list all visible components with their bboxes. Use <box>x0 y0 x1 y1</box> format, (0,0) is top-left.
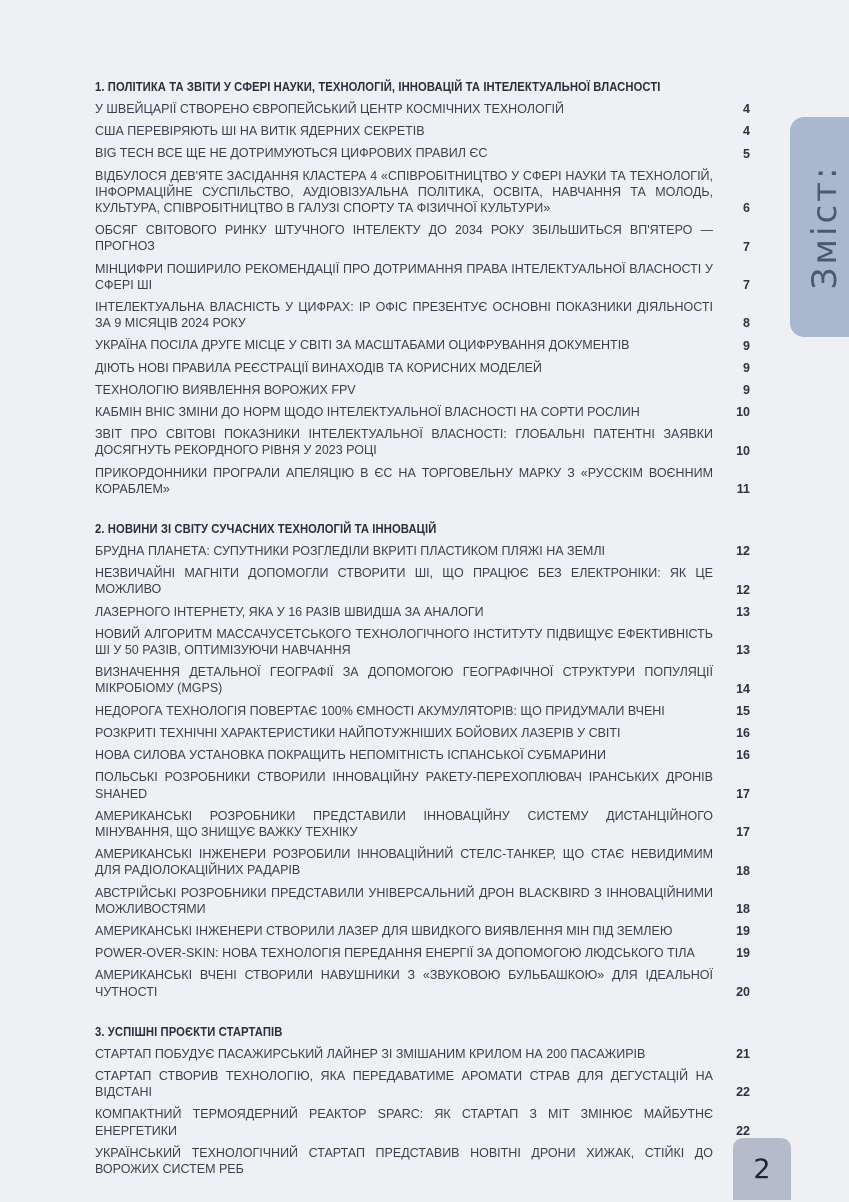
toc-entry-page: 4 <box>743 102 750 117</box>
toc-entry-page: 10 <box>736 443 750 458</box>
toc-entry[interactable] <box>95 220 750 258</box>
toc-entry[interactable] <box>95 943 750 965</box>
toc-entry[interactable] <box>95 541 750 563</box>
toc-entry-page: 12 <box>736 582 750 597</box>
toc-entry-title: АМЕРИКАНСЬКІ ІНЖЕНЕРИ РОЗРОБИЛИ ІННОВАЦІЙНИЙ СТЕЛС-ТАНКЕР, ЩО СТАЄ НЕВИДИМИМ ДЛЯ РАДІОЛОКАЦІЙНИХ РАДАРІВ <box>95 847 713 878</box>
page-number-badge <box>733 1138 791 1200</box>
toc-entry[interactable] <box>95 143 750 165</box>
section-title: 3. УСПІШНІ ПРОЄКТИ СТАРТАПІВ <box>95 1024 283 1039</box>
toc-entry[interactable] <box>95 563 750 601</box>
toc-entry-title: КОМПАКТНИЙ ТЕРМОЯДЕРНИЙ РЕАКТОР SPARC: ЯК СТАРТАП З MIT ЗМІНЮЄ МАЙБУТНЄ ЕНЕРГЕТИКИ <box>95 1107 713 1138</box>
toc-entry-title: СТАРТАП ПОБУДУЄ ПАСАЖИРСЬКИЙ ЛАЙНЕР ЗІ ЗМІШАНИМ КРИЛОМ НА 200 ПАСАЖИРІВ <box>95 1046 646 1061</box>
toc-entry-page: 6 <box>743 201 750 216</box>
toc-section <box>95 522 750 1004</box>
toc-entry[interactable] <box>95 602 750 624</box>
toc-entry[interactable] <box>95 402 750 424</box>
toc-entry-page: 7 <box>743 239 750 254</box>
toc-entry[interactable] <box>95 624 750 662</box>
toc-entry-page: 15 <box>736 703 750 718</box>
toc-entry-title: ДІЮТЬ НОВІ ПРАВИЛА РЕЄСТРАЦІЇ ВИНАХОДІВ ТА КОРИСНИХ МОДЕЛЕЙ <box>95 360 542 375</box>
toc-entry-title: АМЕРИКАНСЬКІ ВЧЕНІ СТВОРИЛИ НАВУШНИКИ З «ЗВУКОВОЮ БУЛЬБАШКОЮ» ДЛЯ ІДЕАЛЬНОЇ ЧУТНОСТІ <box>95 968 713 999</box>
toc-entry-page: 5 <box>743 146 750 161</box>
toc-entry-title: ПОЛЬСЬКІ РОЗРОБНИКИ СТВОРИЛИ ІННОВАЦІЙНУ РАКЕТУ-ПЕРЕХОПЛЮВАЧ ІРАНСЬКИХ ДРОНІВ SHAHED <box>95 770 713 801</box>
toc-entry[interactable] <box>95 767 750 805</box>
toc-entry-title: ЛАЗЕРНОГО ІНТЕРНЕТУ, ЯКА У 16 РАЗІВ ШВИДША ЗА АНАЛОГИ <box>95 604 484 619</box>
toc-entry[interactable] <box>95 1143 750 1181</box>
toc-entry-title: НОВА СИЛОВА УСТАНОВКА ПОКРАЩИТЬ НЕПОМІТНІСТЬ ІСПАНСЬКОЇ СУБМАРИНИ <box>95 748 607 763</box>
toc-entry-page: 13 <box>736 643 750 658</box>
toc-entry-page: 4 <box>743 124 750 139</box>
toc-entry-page: 10 <box>736 405 750 420</box>
toc-entry[interactable] <box>95 745 750 767</box>
page-number: 2 <box>753 1153 771 1185</box>
toc-entry-page: 9 <box>743 360 750 375</box>
toc-entry[interactable] <box>95 358 750 380</box>
table-of-contents <box>95 80 750 1202</box>
toc-entry-title: УКРАЇНА ПОСІЛА ДРУГЕ МІСЦЕ У СВІТІ ЗА МАСШТАБАМИ ОЦИФРУВАННЯ ДОКУМЕНТІВ <box>95 338 630 353</box>
toc-entry-page: 13 <box>736 604 750 619</box>
toc-entry[interactable] <box>95 965 750 1003</box>
toc-entry-title: ВИЗНАЧЕННЯ ДЕТАЛЬНОЇ ГЕОГРАФІЇ ЗА ДОПОМОГОЮ ГЕОГРАФІЧНОЇ СТРУКТУРИ ПОПУЛЯЦІЇ МІКРОБІОМУ (MGPS) <box>95 665 713 696</box>
toc-entry-title: УКРАЇНСЬКИЙ ТЕХНОЛОГІЧНИЙ СТАРТАП ПРЕДСТАВИВ НОВІТНІ ДРОНИ ХИЖАК, СТІЙКІ ДО ВОРОЖИХ СИСТЕМ РЕБ <box>95 1145 713 1176</box>
toc-entry[interactable] <box>95 844 750 882</box>
toc-entry-title: АМЕРИКАНСЬКІ ІНЖЕНЕРИ СТВОРИЛИ ЛАЗЕР ДЛЯ ШВИДКОГО ВИЯВЛЕННЯ МІН ПІД ЗЕМЛЕЮ <box>95 923 673 938</box>
toc-entry-title: ТЕХНОЛОГІЮ ВИЯВЛЕННЯ ВОРОЖИХ FPV <box>95 382 356 397</box>
toc-entry[interactable] <box>95 806 750 844</box>
toc-entry-title: СТАРТАП СТВОРИВ ТЕХНОЛОГІЮ, ЯКА ПЕРЕДАВАТИМЕ АРОМАТИ СТРАВ ДЛЯ ДЕГУСТАЦІЙ НА ВІДСТАНІ <box>95 1068 713 1100</box>
toc-entry[interactable] <box>95 121 750 143</box>
toc-entry-title: ОБСЯГ СВІТОВОГО РИНКУ ШТУЧНОГО ІНТЕЛЕКТУ ДО 2034 РОКУ ЗБІЛЬШИТЬСЯ ВП'ЯТЕРО — ПРОГНОЗ <box>95 223 713 254</box>
contents-side-tab-label: Зміст: <box>805 164 845 290</box>
toc-entry[interactable] <box>95 99 750 121</box>
toc-entry[interactable] <box>95 662 750 700</box>
toc-entry[interactable] <box>95 1066 750 1104</box>
toc-entry[interactable] <box>95 463 750 501</box>
toc-entry-page: 22 <box>736 1123 750 1138</box>
toc-entry-page: 19 <box>736 924 750 939</box>
toc-entry-page: 7 <box>743 278 750 293</box>
toc-entry-page: 20 <box>736 984 750 999</box>
toc-entry-title: АВСТРІЙСЬКІ РОЗРОБНИКИ ПРЕДСТАВИЛИ УНІВЕРСАЛЬНИЙ ДРОН BLACKBIRD З ІННОВАЦІЙНИМИ МОЖЛИВОСТЯМИ <box>95 885 713 916</box>
toc-entry[interactable] <box>95 1044 750 1066</box>
toc-entry-page: 8 <box>743 316 750 331</box>
toc-entry-page: 17 <box>736 786 750 801</box>
toc-entry-page: 12 <box>736 544 750 559</box>
toc-entry[interactable] <box>95 883 750 921</box>
toc-entry-title: КАБМІН ВНІС ЗМІНИ ДО НОРМ ЩОДО ІНТЕЛЕКТУАЛЬНОЇ ВЛАСНОСТІ НА СОРТИ РОСЛИН <box>95 405 640 420</box>
toc-entry-page: 19 <box>736 946 750 961</box>
toc-entry-title: МІНЦИФРИ ПОШИРИЛО РЕКОМЕНДАЦІЇ ПРО ДОТРИМАННЯ ПРАВА ІНТЕЛЕКТУАЛЬНОЇ ВЛАСНОСТІ У СФЕРІ ШІ <box>95 261 713 292</box>
toc-entry-page: 18 <box>736 901 750 916</box>
toc-entry[interactable] <box>95 1104 750 1142</box>
toc-entry-page: 21 <box>736 1046 750 1061</box>
toc-entry-title: НЕДОРОГА ТЕХНОЛОГІЯ ПОВЕРТАЄ 100% ЄМНОСТІ АКУМУЛЯТОРІВ: ЩО ПРИДУМАЛИ ВЧЕНІ <box>95 703 665 718</box>
toc-entry-title: ЗВІТ ПРО СВІТОВІ ПОКАЗНИКИ ІНТЕЛЕКТУАЛЬНОЇ ВЛАСНОСТІ: ГЛОБАЛЬНІ ПАТЕНТНІ ЗАЯВКИ ДОСЯГНУТЬ РЕКОРДНОГО РІВНЯ У 2023 РОЦІ <box>95 427 713 458</box>
toc-entry-title: ПРИКОРДОННИКИ ПРОГРАЛИ АПЕЛЯЦІЮ В ЄС НА ТОРГОВЕЛЬНУ МАРКУ З «РУССКІМ ВОЄННИМ КОРАБЛЕМ» <box>95 465 713 496</box>
toc-entry-page: 9 <box>743 338 750 353</box>
toc-entry-title: НЕЗВИЧАЙНІ МАГНІТИ ДОПОМОГЛИ СТВОРИТИ ШІ, ЩО ПРАЦЮЄ БЕЗ ЕЛЕКТРОНІКИ: ЯК ЦЕ МОЖЛИВО <box>95 566 713 597</box>
toc-entry-title: POWER-OVER-SKIN: НОВА ТЕХНОЛОГІЯ ПЕРЕДАННЯ ЕНЕРГІЇ ЗА ДОПОМОГОЮ ЛЮДСЬКОГО ТІЛА <box>95 946 695 961</box>
toc-entry-title: США ПЕРЕВІРЯЮТЬ ШІ НА ВИТІК ЯДЕРНИХ СЕКРЕТІВ <box>95 124 425 139</box>
toc-entry-page: 16 <box>736 726 750 741</box>
toc-entry-page: 22 <box>736 1085 750 1100</box>
toc-entry[interactable] <box>95 259 750 297</box>
toc-entry[interactable] <box>95 297 750 335</box>
toc-entry-page: 17 <box>736 825 750 840</box>
section-title: 1. ПОЛІТИКА ТА ЗВІТИ У СФЕРІ НАУКИ, ТЕХНОЛОГІЙ, ІННОВАЦІЙ ТА ІНТЕЛЕКТУАЛЬНОЇ ВЛАСНОСТІ <box>95 80 661 94</box>
toc-entry[interactable] <box>95 166 750 221</box>
toc-entry-page: 18 <box>736 863 750 878</box>
toc-entry-page: 11 <box>736 482 750 497</box>
toc-entry[interactable] <box>95 723 750 745</box>
toc-sections <box>95 80 750 1181</box>
toc-section <box>95 80 750 501</box>
section-title: 2. НОВИНИ ЗІ СВІТУ СУЧАСНИХ ТЕХНОЛОГІЙ ТА ІННОВАЦІЙ <box>95 522 437 537</box>
toc-entry[interactable] <box>95 380 750 402</box>
toc-entry[interactable] <box>95 701 750 723</box>
toc-entry-page: 16 <box>736 748 750 763</box>
toc-entry-title: BIG TECH ВСЕ ЩЕ НЕ ДОТРИМУЮТЬСЯ ЦИФРОВИХ ПРАВИЛ ЄС <box>95 146 488 161</box>
toc-entry-title: АМЕРИКАНСЬКІ РОЗРОБНИКИ ПРЕДСТАВИЛИ ІННОВАЦІЙНУ СИСТЕМУ ДИСТАНЦІЙНОГО МІНУВАННЯ, ЩО ЗНИЩУЄ ВАЖКУ ТЕХНІКУ <box>95 808 713 839</box>
contents-side-tab <box>790 117 849 337</box>
toc-entry[interactable] <box>95 921 750 943</box>
toc-entry-page: 9 <box>743 383 750 398</box>
toc-section <box>95 1025 750 1181</box>
toc-entry[interactable] <box>95 335 750 357</box>
toc-entry-title: НОВИЙ АЛГОРИТМ МАССАЧУСЕТСЬКОГО ТЕХНОЛОГІЧНОГО ІНСТИТУТУ ПІДВИЩУЄ ЕФЕКТИВНІСТЬ ШІ У 50 РАЗІВ, ОПТИМІЗУЮЧИ НАВЧАННЯ <box>95 626 713 658</box>
toc-entry[interactable] <box>95 424 750 462</box>
toc-entry-page: 14 <box>736 681 750 696</box>
toc-entry-title: ВІДБУЛОСЯ ДЕВ'ЯТЕ ЗАСІДАННЯ КЛАСТЕРА 4 «СПІВРОБІТНИЦТВО У СФЕРІ НАУКИ ТА ТЕХНОЛОГІЙ, ІНФОРМАЦІЙНЕ СУСПІЛЬСТВО, АУДІОВІЗУАЛЬНА ПОЛІТИКА, ОСВІТА, НАВЧАННЯ ТА МОЛОДЬ, КУЛЬТУРА, СПІВРОБІТНИЦТВО В ГАЛУЗІ СПОРТУ ТА ФІЗИЧНОЇ КУЛЬТУРИ» <box>95 168 713 216</box>
toc-entry-title: БРУДНА ПЛАНЕТА: СУПУТНИКИ РОЗГЛЕДІЛИ ВКРИТІ ПЛАСТИКОМ ПЛЯЖІ НА ЗЕМЛІ <box>95 544 606 559</box>
toc-entry-title: У ШВЕЙЦАРІЇ СТВОРЕНО ЄВРОПЕЙСЬКИЙ ЦЕНТР КОСМІЧНИХ ТЕХНОЛОГІЙ <box>95 102 564 116</box>
toc-entry-title: ІНТЕЛЕКТУАЛЬНА ВЛАСНІСТЬ У ЦИФРАХ: IP ОФІС ПРЕЗЕНТУЄ ОСНОВНІ ПОКАЗНИКИ ДІЯЛЬНОСТІ ЗА 9 МІСЯЦІВ 2024 РОКУ <box>95 300 713 331</box>
toc-entry-title: РОЗКРИТІ ТЕХНІЧНІ ХАРАКТЕРИСТИКИ НАЙПОТУЖНІШИХ БОЙОВИХ ЛАЗЕРІВ У СВІТІ <box>95 725 621 740</box>
